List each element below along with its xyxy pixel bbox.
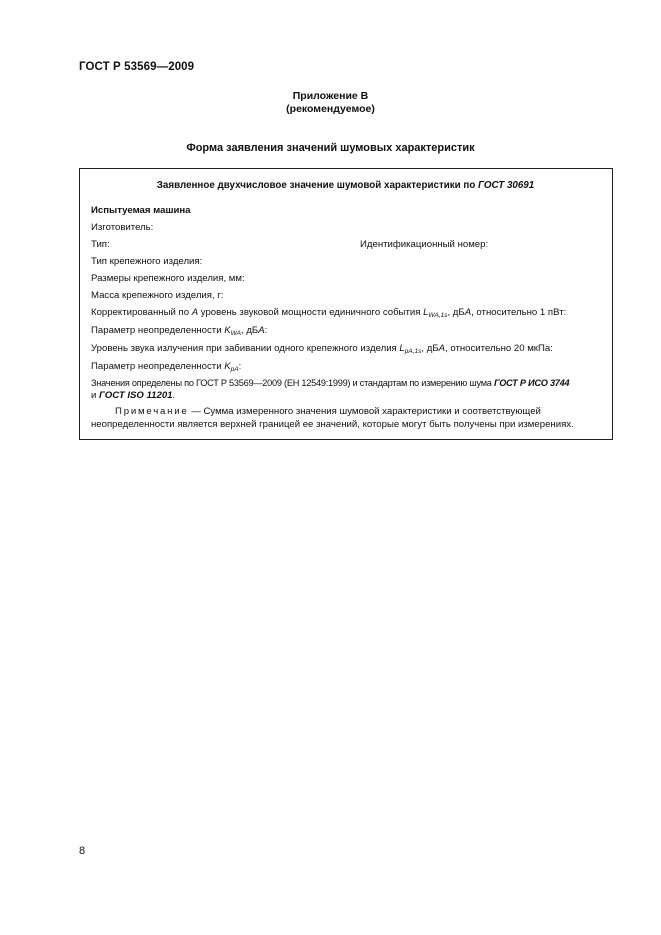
kpa-symbol: K xyxy=(224,361,231,372)
power-level-label xyxy=(91,307,566,319)
note-label: Примечание xyxy=(115,406,189,417)
appendix-title: Приложение В xyxy=(292,90,369,102)
power-level-ref: , относительно 1 пВт: xyxy=(471,307,567,318)
emission-symbol: L xyxy=(399,343,405,354)
determined-line-1 xyxy=(91,378,569,388)
manufacturer-label: Изготовитель: xyxy=(91,222,154,233)
type-label: Тип: xyxy=(91,239,110,250)
kwa-subscript: WA xyxy=(230,330,241,337)
emission-pre: Уровень звука излучения при забивании одного крепежного изделия xyxy=(91,343,400,354)
determined-std2: ГОСТ ISO 11201 xyxy=(99,390,173,401)
form-heading-ref: ГОСТ 30691 xyxy=(478,180,535,191)
emission-unit-a: A xyxy=(438,343,446,354)
fastener-mass-label: Масса крепежного изделия, г: xyxy=(91,290,224,301)
kwa-end: : xyxy=(264,325,268,336)
kpa-end: : xyxy=(238,361,242,372)
emission-subscript: pA,1s xyxy=(404,348,422,355)
kwa-unit: , дБ xyxy=(241,325,259,336)
kwa-pre: Параметр неопределенности xyxy=(91,325,225,336)
determined-end: . xyxy=(172,390,176,401)
determined-std1: ГОСТ Р ИСО 3744 xyxy=(493,378,570,388)
note-text: — Сумма измеренного значения шумовой характеристики и соответствующей неопределенности является верхней границей ее значений, которые могут быть получены при измерениях. xyxy=(91,406,574,430)
kpa-pre: Параметр неопределенности xyxy=(91,361,225,372)
emission-level-label xyxy=(91,343,553,355)
determined-line-2 xyxy=(91,390,175,401)
power-level-symbol: L xyxy=(423,307,429,318)
emission-ref: , относительно 20 мкПа: xyxy=(445,343,553,354)
form-heading xyxy=(80,180,611,191)
ident-number-label: Идентификационный номер: xyxy=(360,239,489,250)
power-level-a: A xyxy=(191,307,199,318)
determined-text: Значения определены по ГОСТ Р 53569—2009 (ЕН 12549:1999) и стандартам по измерению шума xyxy=(91,378,494,388)
kpa-subscript: pA xyxy=(230,366,239,373)
document-header: ГОСТ Р 53569—2009 xyxy=(79,61,195,73)
fastener-type-label: Тип крепежного изделия: xyxy=(91,256,203,267)
uncertainty-kpa-label xyxy=(91,361,241,373)
appendix-subtitle: (рекомендуемое) xyxy=(286,103,375,115)
power-level-unit: , дБ xyxy=(447,307,465,318)
form-heading-text: Заявленное двухчисловое значение шумовой характеристики по xyxy=(156,180,479,191)
section-tested-machine: Испытуемая машина xyxy=(91,205,191,216)
power-level-subscript: WA,1s xyxy=(428,312,448,319)
uncertainty-kwa-label xyxy=(91,325,267,337)
power-level-unit-a: A xyxy=(464,307,472,318)
emission-unit: , дБ xyxy=(421,343,439,354)
determined-and: и xyxy=(91,390,100,401)
kwa-unit-a: A xyxy=(258,325,265,336)
form-title: Форма заявления значений шумовых характеристик xyxy=(186,142,475,154)
note xyxy=(91,405,606,431)
power-level-mid: уровень звуковой мощности единичного события xyxy=(198,307,424,318)
fastener-size-label: Размеры крепежного изделия, мм: xyxy=(91,273,245,284)
power-level-pre: Корректированный по xyxy=(91,307,192,318)
page-number: 8 xyxy=(79,845,86,857)
declaration-form xyxy=(79,168,613,440)
kwa-symbol: K xyxy=(224,325,231,336)
